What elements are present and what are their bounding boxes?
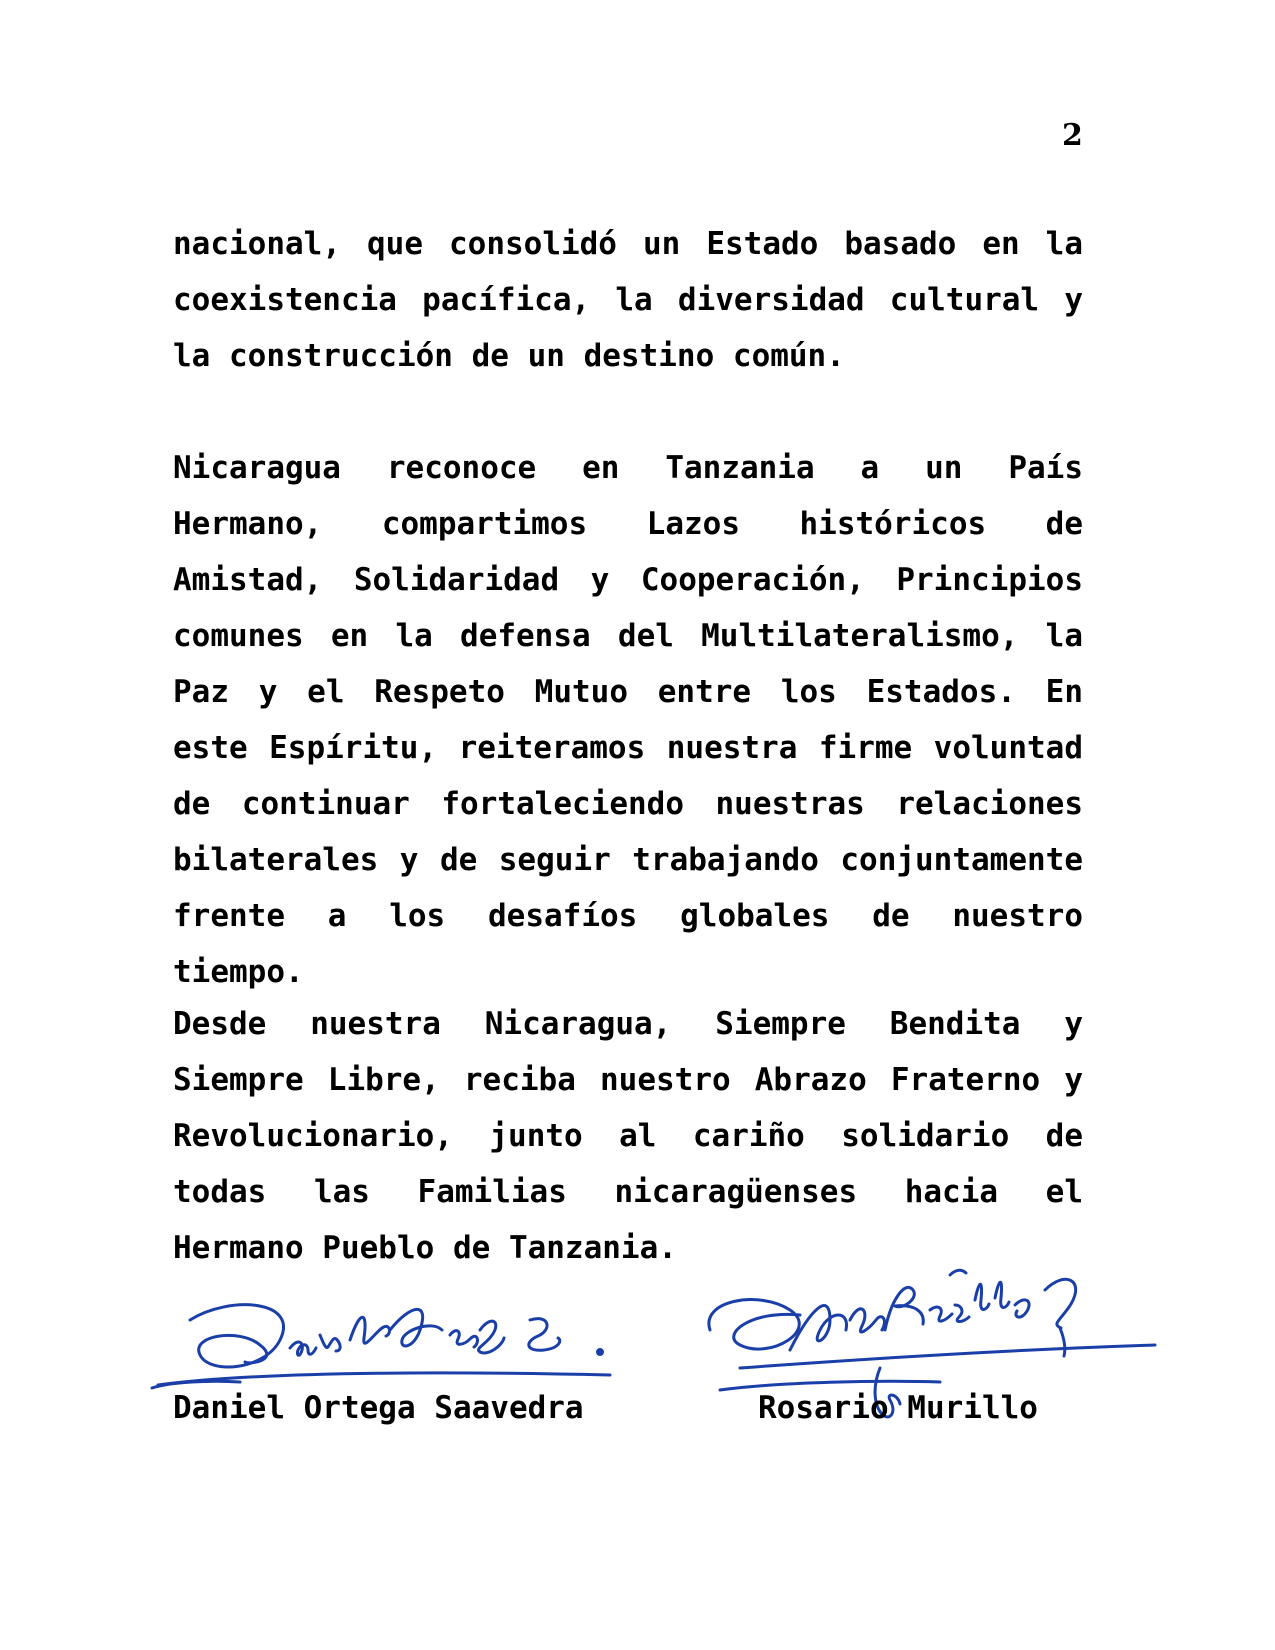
page-number: 2	[1062, 118, 1083, 153]
paragraph-closing-greeting: Desde nuestra Nicaragua, Siempre Bendita y Siempre Libre, reciba nuestro Abrazo Fraterno y Revolucionario, junto al cariño solidario de todas las Familias nicaragüenses hacia el Hermano Pueblo de Tanzania.	[173, 1006, 1083, 1266]
signature-daniel-ortega	[150, 1290, 650, 1400]
signer-name-daniel-ortega: Daniel Ortega Saavedra	[173, 1390, 584, 1426]
paragraph-relations: Nicaragua reconoce en Tanzania a un País Hermano, compartimos Lazos históricos de Amistad, Solidaridad y Cooperación, Principios comunes en la defensa del Multilateralismo, la Paz y el Respeto Mutuo entre los Estados. En este Espíritu, reiteramos nuestra firme voluntad de continuar fortaleciendo nuestras relaciones bilaterales y de seguir trabajando conjuntamente frente a los desafíos globales de nuestro tiempo.	[173, 450, 1083, 990]
paragraph-continuation: nacional, que consolidó un Estado basado en la coexistencia pacífica, la diversidad cultural y la construcción de un destino común.	[173, 226, 1083, 374]
signer-name-rosario-murillo: Rosario Murillo	[758, 1390, 1038, 1426]
